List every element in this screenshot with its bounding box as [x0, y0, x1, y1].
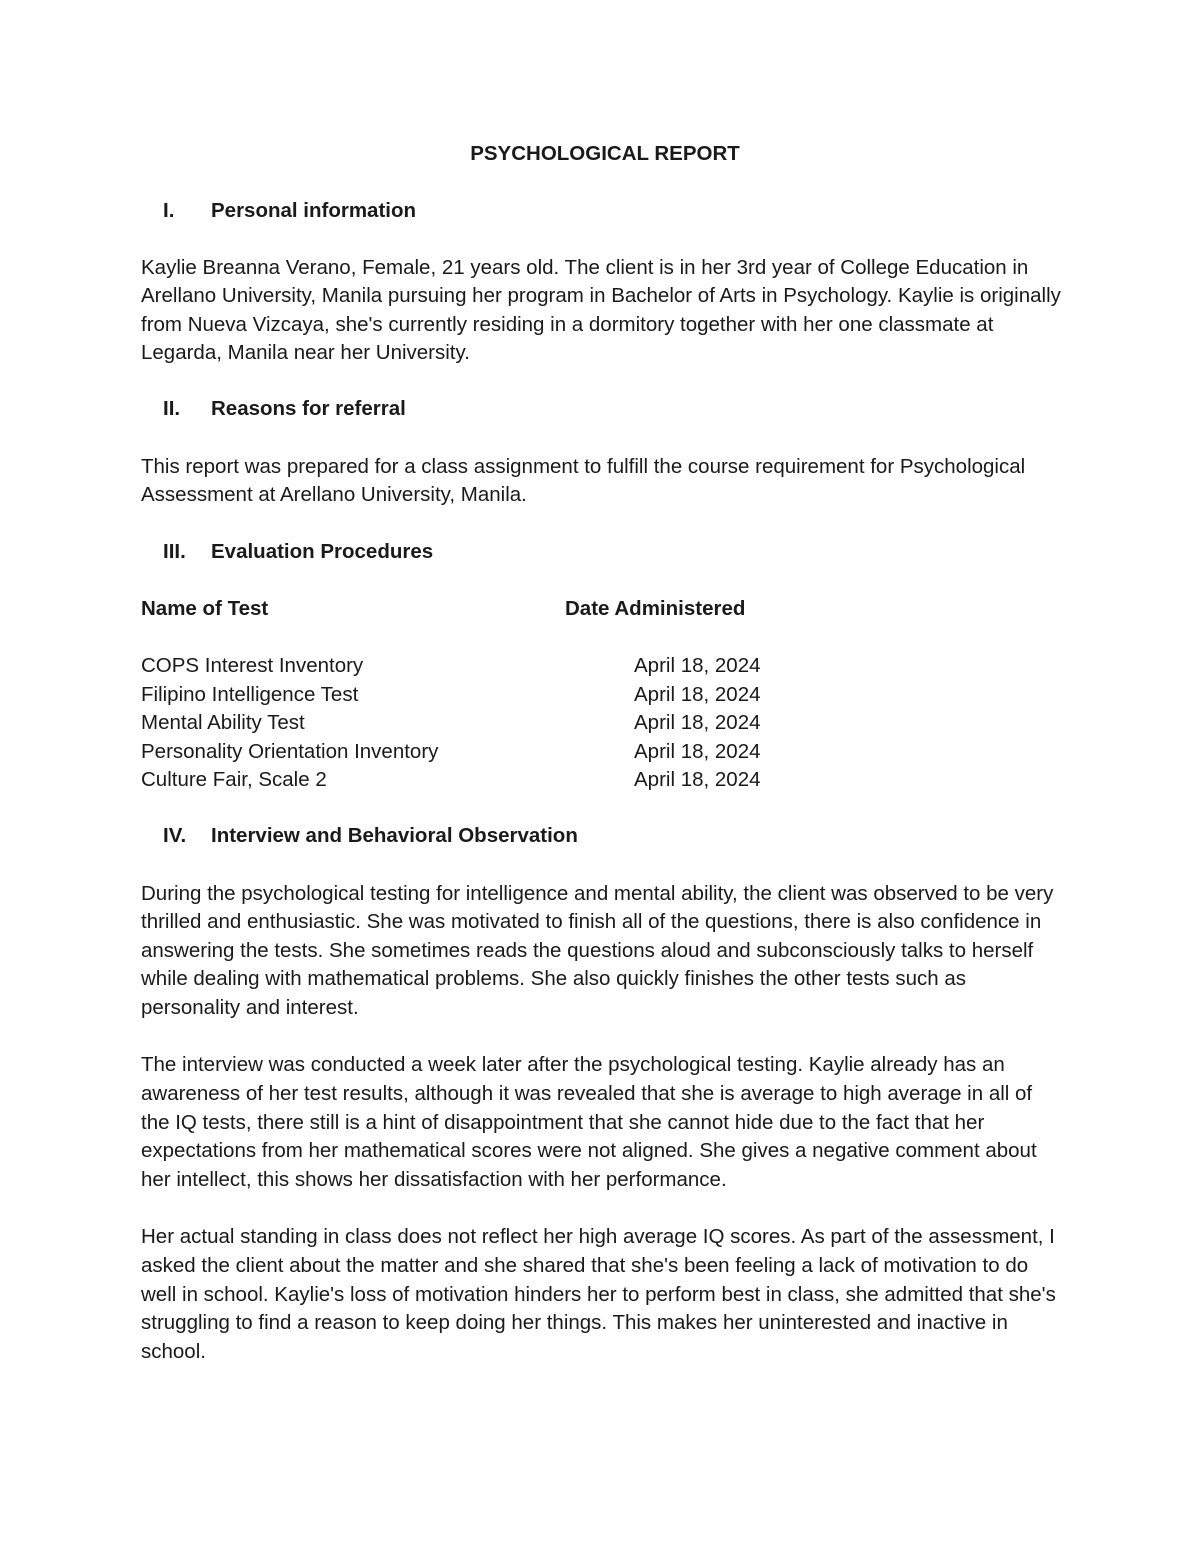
section-title: Interview and Behavioral Observation [211, 823, 578, 847]
table-row [141, 738, 1066, 767]
section-number: II. [163, 396, 181, 420]
section-number: IV. [163, 823, 187, 847]
section-heading-personal-information [141, 197, 1066, 226]
section-title: Personal information [211, 199, 417, 222]
report-page [141, 140, 1066, 1366]
date-cell: April 18, 2024 [634, 682, 761, 706]
section-title: Evaluation Procedures [211, 539, 434, 563]
table-header-row [141, 595, 1066, 624]
date-cell: April 18, 2024 [634, 768, 761, 792]
column-header-date-administered: Date Administered [565, 597, 746, 621]
test-name-cell: Mental Ability Test [141, 711, 305, 735]
interview-paragraph: The interview was conducted a week later after the psychological testing. Kaylie already has an awareness of her test results, although it was revealed that she is average to high average in all of the IQ tests, there still is a hint of disappointment that she cannot hide due to the fact that her expectations from her mathematical scores were not aligned. She gives a negative comment about her intellect, this shows her dissatisfaction with her performance. [141, 1053, 1037, 1191]
section-heading-evaluation-procedures [141, 538, 1066, 567]
column-header-name-of-test: Name of Test [141, 597, 269, 621]
date-cell: April 18, 2024 [634, 711, 761, 735]
section-title: Reasons for referral [211, 396, 406, 420]
date-cell: April 18, 2024 [634, 653, 761, 677]
report-title: PSYCHOLOGICAL REPORT [470, 142, 740, 165]
section-heading-reasons-for-referral [141, 395, 1066, 424]
table-row [141, 766, 1066, 795]
table-row [141, 652, 1066, 681]
personal-information-paragraph: Kaylie Breanna Verano, Female, 21 years old. The client is in her 3rd year of College Education in Arellano University, Manila pursuing her program in Bachelor of Arts in Psychology. Kaylie is originally from Nueva Vizcaya, she's currently residing in a dormitory together with her one classmate at Legarda, Manila near her University. [141, 255, 1061, 365]
table-row [141, 681, 1066, 710]
behavioral-observation-paragraph: During the psychological testing for intelligence and mental ability, the client was observed to be very thrilled and enthusiastic. She was motivated to finish all of the questions, there is also confidence in answering the tests. She sometimes reads the questions aloud and subconsciously talks to herself while dealing with mathematical problems. She also quickly finishes the other tests such as personality and interest. [141, 881, 1054, 1019]
reasons-for-referral-paragraph: This report was prepared for a class assignment to fulfill the course requirement for Psychological Assessment at Arellano University, Manila. [141, 454, 1026, 507]
table-row [141, 709, 1066, 738]
test-name-cell: Culture Fair, Scale 2 [141, 768, 327, 792]
evaluation-table [141, 595, 1066, 795]
test-name-cell: Personality Orientation Inventory [141, 739, 439, 763]
section-number: III. [163, 539, 186, 563]
date-cell: April 18, 2024 [634, 739, 761, 763]
test-name-cell: Filipino Intelligence Test [141, 682, 359, 706]
class-standing-paragraph: Her actual standing in class does not reflect her high average IQ scores. As part of the assessment, I asked the client about the matter and she shared that she's been feeling a lack of motivation to do well in school. Kaylie's loss of motivation hinders her to perform best in class, she admitted that she's struggling to find a reason to keep doing her things. This makes her uninterested and inactive in school. [141, 1225, 1056, 1363]
section-number: I. [163, 199, 175, 222]
test-name-cell: COPS Interest Inventory [141, 653, 364, 677]
section-heading-interview-and-behavioral-observation [141, 822, 1066, 851]
